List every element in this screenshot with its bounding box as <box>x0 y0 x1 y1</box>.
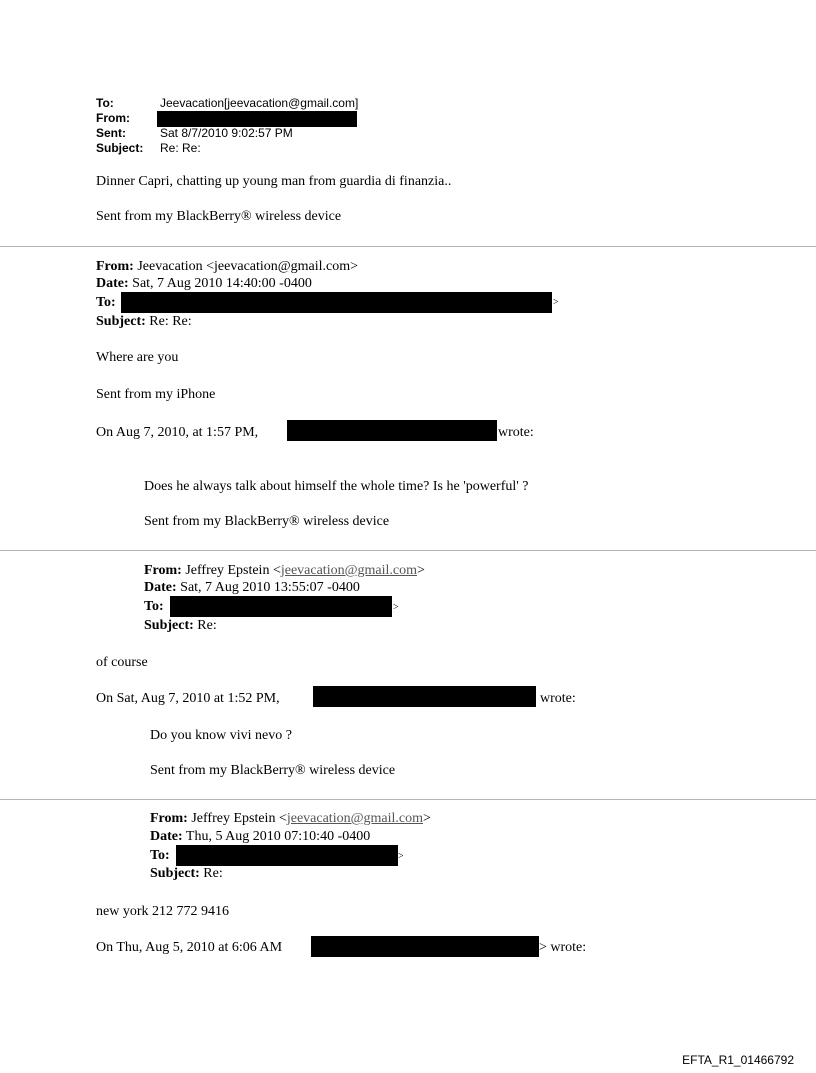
msg3-to-tail: > <box>393 602 399 613</box>
redaction-block <box>121 292 552 313</box>
redaction-block <box>287 420 497 441</box>
msg1-body: Dinner Capri, chatting up young man from guardia di finanzia.. <box>96 174 452 189</box>
msg2-quoted-signature: Sent from my BlackBerry® wireless device <box>144 514 390 529</box>
msg1-signature: Sent from my BlackBerry® wireless device <box>96 209 342 224</box>
msg3-date: Date: Sat, 7 Aug 2010 13:55:07 -0400 <box>144 580 360 595</box>
msg2-quote-wrote: wrote: <box>498 425 534 440</box>
msg4-to-label: To: <box>150 848 170 863</box>
msg2-signature: Sent from my iPhone <box>96 387 216 402</box>
msg4-email-link[interactable]: jeevacation@gmail.com <box>286 811 423 826</box>
msg2-date: Date: Sat, 7 Aug 2010 14:40:00 -0400 <box>96 276 312 291</box>
document-id: EFTA_R1_01466792 <box>682 1053 794 1067</box>
header-sent-label: Sent: <box>96 126 126 140</box>
msg2-body: Where are you <box>96 350 179 365</box>
redaction-block <box>313 686 536 707</box>
header-to-label: To: <box>96 96 114 110</box>
msg2-quoted-body: Does he always talk about himself the whole time? Is he 'powerful' ? <box>144 479 529 494</box>
msg3-to-label: To: <box>144 599 164 614</box>
msg4-date: Date: Thu, 5 Aug 2010 07:10:40 -0400 <box>150 829 371 844</box>
msg3-quote-wrote: wrote: <box>540 691 576 706</box>
msg3-subject: Subject: Re: <box>144 618 217 633</box>
msg2-from: From: Jeevacation <jeevacation@gmail.com> <box>96 259 359 274</box>
redaction-block <box>311 936 539 957</box>
header-subject-value: Re: Re: <box>160 141 201 155</box>
msg2-subject: Subject: Re: Re: <box>96 314 192 329</box>
msg2-to-label: To: <box>96 295 116 310</box>
divider <box>0 799 816 800</box>
msg3-quote-intro: On Sat, Aug 7, 2010 at 1:52 PM, <box>96 691 280 706</box>
msg3-body: of course <box>96 655 148 670</box>
msg4-to-tail: > <box>398 851 404 862</box>
header-subject-label: Subject: <box>96 141 144 155</box>
header-to-value: Jeevacation[jeevacation@gmail.com] <box>160 96 359 110</box>
msg3-quoted-signature: Sent from my BlackBerry® wireless device <box>150 763 396 778</box>
header-from-label: From: <box>96 111 130 125</box>
msg3-from: From: Jeffrey Epstein <jeevacation@gmail.com> <box>144 563 425 578</box>
redaction-block <box>157 111 357 127</box>
redaction-block <box>170 596 392 617</box>
msg4-quote-wrote: > wrote: <box>539 940 587 955</box>
msg4-body: new york 212 772 9416 <box>96 904 229 919</box>
msg4-quote-intro: On Thu, Aug 5, 2010 at 6:06 AM <box>96 940 283 955</box>
divider <box>0 550 816 551</box>
header-sent-value: Sat 8/7/2010 9:02:57 PM <box>160 126 293 140</box>
msg4-from: From: Jeffrey Epstein <jeevacation@gmail.com> <box>150 811 431 826</box>
msg3-email-link[interactable]: jeevacation@gmail.com <box>280 563 417 578</box>
msg2-to-tail: > <box>553 297 559 308</box>
msg3-quoted-body: Do you know vivi nevo ? <box>150 728 292 743</box>
msg4-subject: Subject: Re: <box>150 866 223 881</box>
msg2-quote-intro: On Aug 7, 2010, at 1:57 PM, <box>96 425 259 440</box>
divider <box>0 246 816 247</box>
redaction-block <box>176 845 398 866</box>
